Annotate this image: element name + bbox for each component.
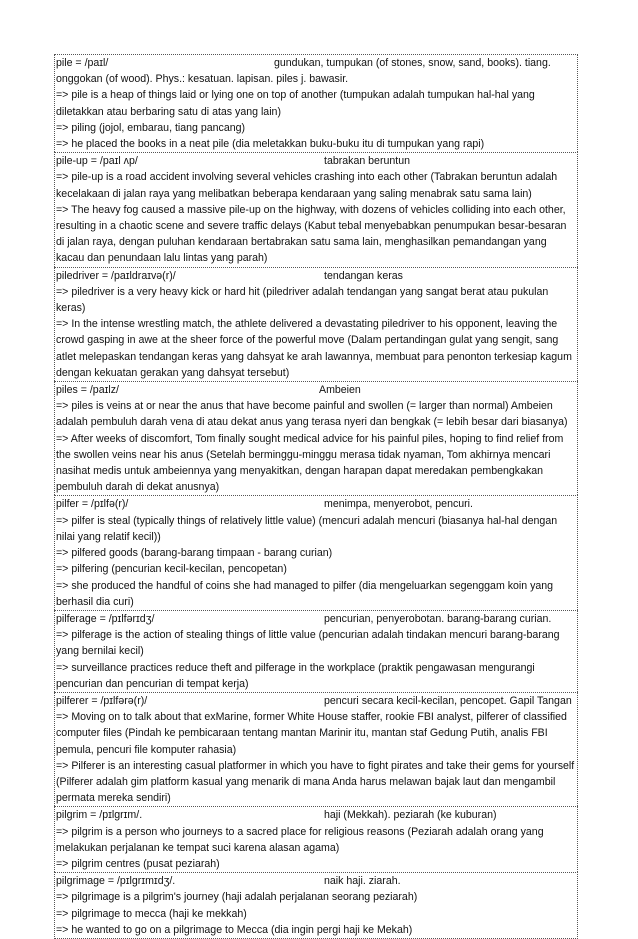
entry-term: piles = /paɪlz/	[56, 384, 119, 397]
entry-term: pile-up = /paɪl ʌp/	[56, 155, 138, 168]
entry-line: => The heavy fog caused a massive pile-up on the highway, with dozens of vehicles colliding into each other, resulting in a chaotic scene and severe traffic delays (Kabut tebal menyebabkan penumpukan besar-besaran di jalan raya, dengan puluhan kendaraan bertabrakan satu sama lain, menghasilkan pemandangan yang kacau dan penundaan lalu lintas yang parah)	[56, 203, 567, 265]
entry-gloss: pencuri secara kecil-kecilan, pencopet. Gapil Tangan	[324, 694, 572, 707]
entry-line: => pile-up is a road accident involving several vehicles crashing into each other (Tabrakan beruntun adalah kecelakaan di jalan raya yang melibatkan beberapa kendaraan yang saling menabrak satu sama lain)	[56, 171, 558, 200]
entry-line: => surveillance practices reduce theft and pilferage in the workplace (praktik pengawasan mengurangi pencurian dan pencurian di tempat kerja)	[56, 661, 535, 690]
entry-line: => In the intense wrestling match, the athlete delivered a devastating piledriver to his opponent, leaving the crowd gasping in awe at the sheer force of the powerful move (Dalam pertandingan gulat yang sengit, sang atlet melepaskan tendangan keras yang dahsyat ke arah lawannya, membuat para penonton terkesiap kagum dengan kekuatan gerakan yang dahsyat tersebut)	[56, 318, 572, 379]
entry-line: => Pilferer is an interesting casual platformer in which you have to fight pirates and take their gems for yourself (Pilferer adalah gim platform kasual yang menarik di mana Anda harus melawan bajak laut dan mengambil permata mereka sendiri)	[56, 759, 575, 805]
entry-pilferage	[54, 610, 578, 692]
entry-gloss: naik haji. ziarah.	[324, 875, 401, 888]
entry-gloss: pencurian, penyerobotan. barang-barang curian.	[324, 612, 552, 625]
entry-head	[56, 611, 576, 627]
entry-gloss: tabrakan beruntun	[324, 155, 410, 168]
entry-line: => pilgrim centres (pusat peziarah)	[56, 857, 220, 870]
entry-line: => pilferage is the action of stealing things of little value (pencurian adalah tindakan mencuri barang-barang yang bernilai kecil)	[56, 629, 560, 658]
entry-head	[56, 153, 576, 169]
entry-line: => piling (jojol, embarau, tiang pancang)	[56, 121, 246, 134]
entry-gloss-continued: onggokan (of wood). Phys.: kesatuan. lapisan. piles j. bawasir.	[56, 73, 349, 86]
entry-head	[56, 693, 576, 709]
entry-line: => Moving on to talk about that exMarine, former White House staffer, rookie FBI analyst, pilferer of classified computer files (Pindah ke pembicaraan tentang mantan Marinir itu, mantan staf Gedung Putih, analis FBI pemula, pencuri file komputer rahasia)	[56, 711, 567, 756]
entry-line: => pilfering (pencurian kecil-kecilan, pencopetan)	[56, 563, 287, 576]
entry-head	[56, 382, 576, 398]
entry-pilferer	[54, 692, 578, 806]
entry-line: => she produced the handful of coins she had managed to pilfer (dia mengeluarkan segenggam koin yang berhasil dia curi)	[56, 579, 554, 608]
entry-piledriver	[54, 267, 578, 381]
entry-pile	[54, 54, 578, 152]
entry-head	[56, 268, 576, 284]
entry-gloss: Ambeien	[319, 384, 361, 397]
entry-piles	[54, 381, 578, 495]
entry-line: => piles is veins at or near the anus that have become painful and swollen (= larger than normal) Ambeien adalah pembuluh darah vena di atau dekat anus yang terasa nyeri dan bengkak (= lebih besar dari biasanya)	[56, 400, 568, 429]
entry-term: piledriver = /paɪldraɪvə(r)/	[56, 269, 176, 282]
entry-line: => he wanted to go on a pilgrimage to Mecca (dia ingin pergi haji ke Mekah)	[56, 923, 413, 936]
dictionary-page	[54, 54, 578, 939]
entry-gloss: haji (Mekkah). peziarah (ke kuburan)	[324, 809, 497, 822]
entry-line: => pile is a heap of things laid or lying one on top of another (tumpukan adalah tumpukan hal-hal yang diletakkan atau berbaring satu di atas yang lain)	[56, 89, 535, 118]
entry-head	[56, 496, 576, 512]
entry-term: pilfer = /pɪlfə(r)/	[56, 498, 129, 511]
entry-gloss: menimpa, menyerobot, pencuri.	[324, 498, 473, 511]
entry-term: pilferer = /pɪlfərə(r)/	[56, 694, 148, 707]
entry-line: => After weeks of discomfort, Tom finally sought medical advice for his painful piles, hoping to find relief from the swollen veins near his anus (Setelah berminggu-minggu merasa tidak nyaman, Tom akhirnya mencari nasihat medis untuk ambeiennya yang menyakitkan, dengan harapan dapat meredakan pembengkakan pembuluh darah di dekat anusnya)	[56, 432, 564, 494]
entry-line: => pilgrimage to mecca (haji ke mekkah)	[56, 907, 247, 920]
entry-pilgrimage	[54, 872, 578, 939]
entry-pilgrim	[54, 806, 578, 872]
entry-gloss: gundukan, tumpukan (of stones, snow, sand, books). tiang.	[274, 57, 551, 69]
entry-line: => pilgrim is a person who journeys to a sacred place for religious reasons (Peziarah adalah orang yang melakukan perjalanan ke tempat suci karena alasan agama)	[56, 825, 544, 854]
entry-line: => he placed the books in a neat pile (dia meletakkan buku-buku itu di tumpukan yang rapi)	[56, 138, 485, 151]
entry-head	[56, 55, 576, 71]
entry-head	[56, 873, 576, 889]
entry-term: pilferage = /pɪlfərɪdʒ/	[56, 612, 155, 625]
entry-term: pile = /paɪl/	[56, 57, 109, 69]
entry-line: => pilgrimage is a pilgrim's journey (haji adalah perjalanan seorang peziarah)	[56, 891, 418, 904]
entry-line: => piledriver is a very heavy kick or hard hit (piledriver adalah tendangan yang sangat berat atau pukulan keras)	[56, 285, 549, 315]
entry-gloss: tendangan keras	[324, 269, 403, 282]
entry-term: pilgrimage = /pɪlgrɪmɪdʒ/.	[56, 875, 176, 888]
entry-term: pilgrim = /pɪlgrɪm/.	[56, 809, 143, 822]
entry-pile-up	[54, 152, 578, 266]
entry-pilfer	[54, 495, 578, 609]
entry-line: => pilfer is steal (typically things of relatively little value) (mencuri adalah mencuri (biasanya hal-hal dengan nilai yang relatif kecil))	[56, 514, 558, 543]
entry-line: => pilfered goods (barang-barang timpaan - barang curian)	[56, 547, 333, 560]
entry-head	[56, 807, 576, 823]
